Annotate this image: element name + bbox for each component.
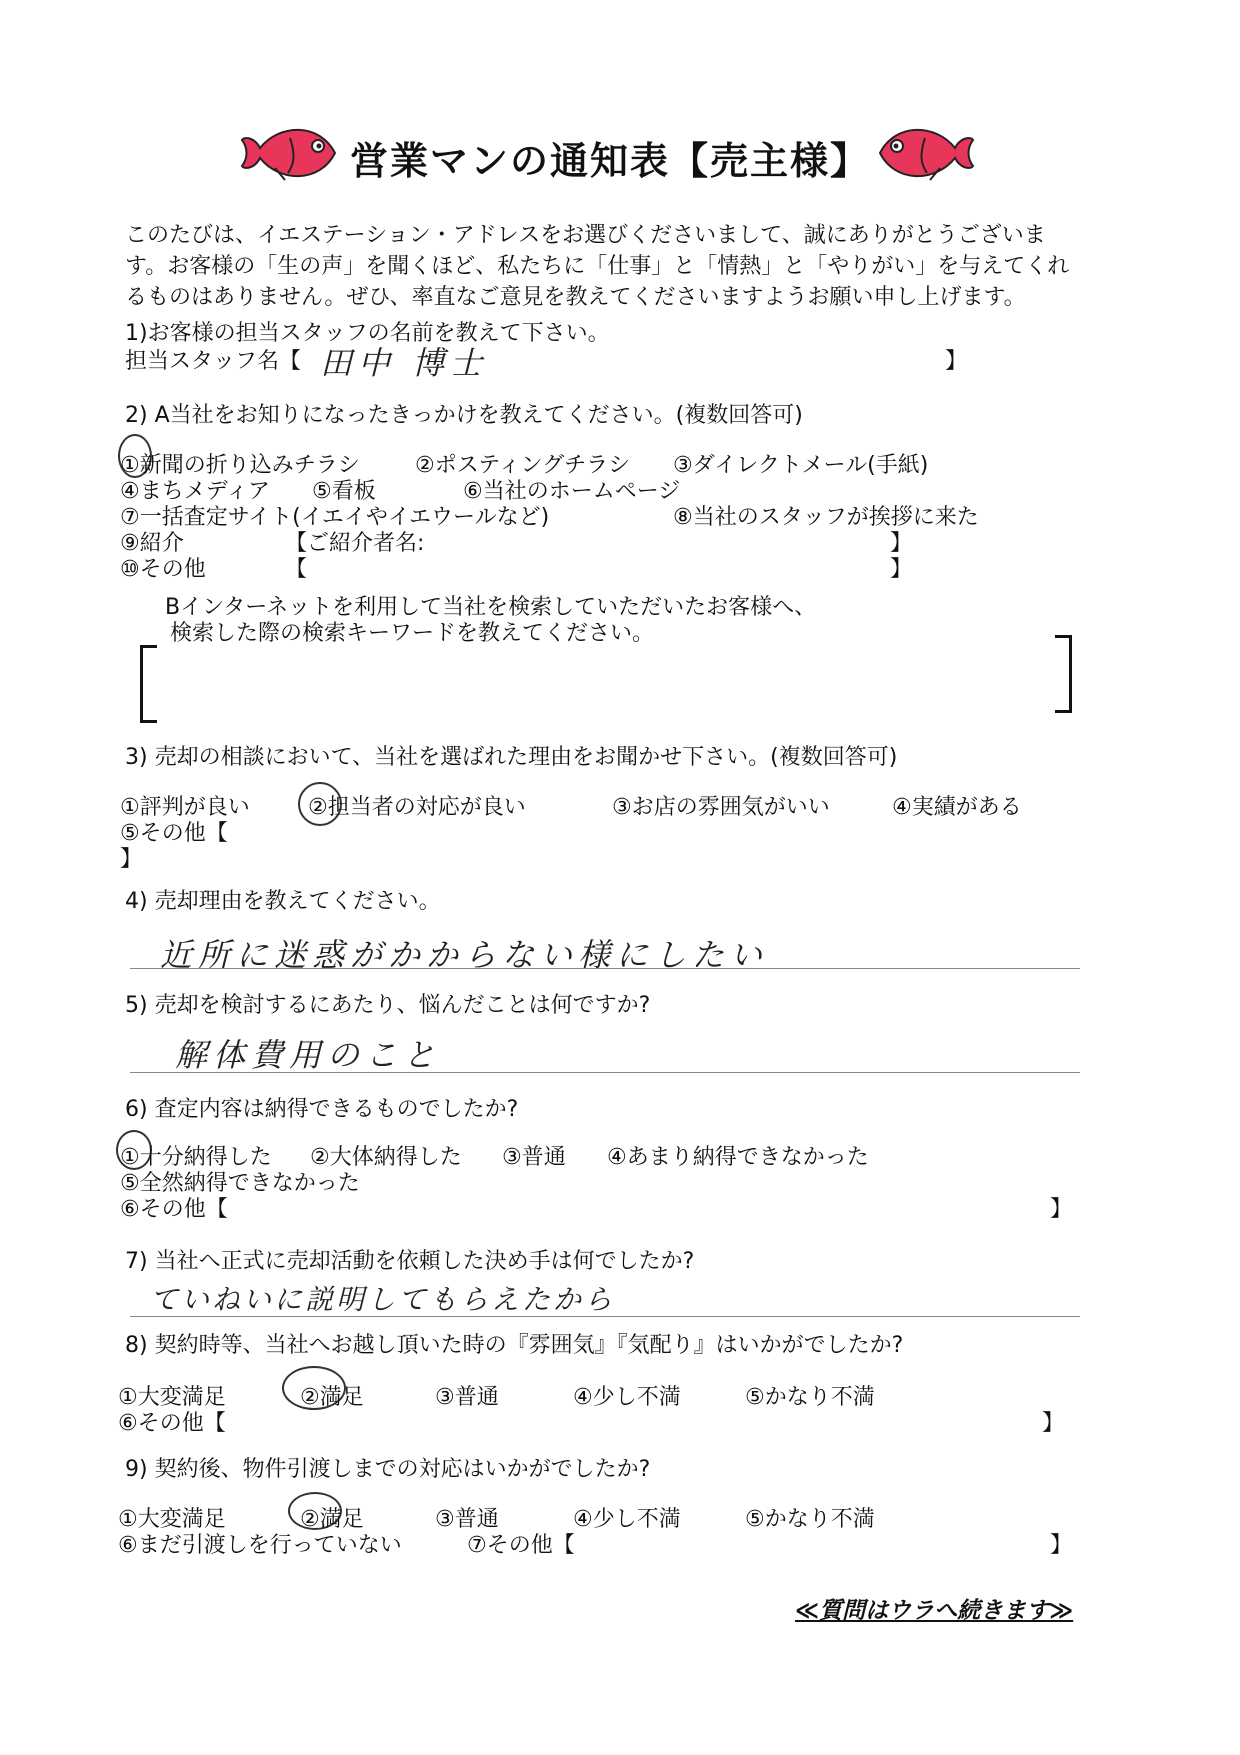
q9-option-6[interactable]: ⑥まだ引渡しを行っていない	[118, 1533, 402, 1558]
q9-option-2[interactable]: ②満足	[300, 1507, 364, 1532]
q3-option-1[interactable]: ①評判が良い	[120, 795, 250, 820]
q8-other-close: 】	[1042, 1411, 1065, 1436]
q8-option-2[interactable]: ②満足	[300, 1385, 364, 1410]
q1-close: 】	[945, 349, 968, 374]
q3-option-4[interactable]: ④実績がある	[892, 795, 1022, 820]
q3-option-5[interactable]: ⑤その他【	[120, 821, 228, 846]
q8-question: 8) 契約時等、当社へお越し頂いた時の『雰囲気』『気配り』はいかがでしたか?	[125, 1333, 904, 1358]
q2-b-line2: 検索した際の検索キーワードを教えてください。	[170, 621, 655, 646]
page-title: 営業マンの通知表【売主様】	[350, 139, 871, 183]
q1-question: 1)お客様の担当スタッフの名前を教えて下さい。	[125, 321, 610, 346]
q5-question: 5) 売却を検討するにあたり、悩んだことは何ですか?	[125, 993, 651, 1018]
q2-question: 2) A当社をお知りになったきっかけを教えてください。(複数回答可)	[125, 403, 803, 428]
q6-option-3[interactable]: ③普通	[502, 1145, 566, 1170]
q4-answer[interactable]: 近所に迷惑がかからない様にしたい	[160, 936, 769, 974]
q6-option-6[interactable]: ⑥その他【	[120, 1197, 228, 1222]
q5-answer[interactable]: 解体費用のこと	[175, 1036, 442, 1074]
q9-option-7[interactable]: ⑦その他【	[467, 1533, 575, 1558]
q2-option-4[interactable]: ④まちメディア	[120, 479, 270, 504]
answer-line	[130, 968, 1080, 969]
q2-referrer-label: 【ご紹介者名:	[285, 531, 425, 556]
q6-question: 6) 査定内容は納得できるものでしたか?	[125, 1097, 519, 1122]
answer-line	[130, 1316, 1080, 1317]
q1-label: 担当スタッフ名【	[125, 349, 302, 374]
q8-option-4[interactable]: ④少し不満	[573, 1385, 681, 1410]
q6-option-5[interactable]: ⑤全然納得できなかった	[120, 1171, 360, 1196]
keyword-box-right-bracket	[1055, 635, 1072, 713]
q7-question: 7) 当社へ正式に売却活動を依頼した決め手は何でしたか?	[125, 1249, 695, 1274]
q3-option-3[interactable]: ③お店の雰囲気がいい	[612, 795, 830, 820]
intro-text: このたびは、イエステーション・アドレスをお選びくださいまして、誠にありがとうございます。お客様の「生の声」を聞くほど、私たちに「仕事」と「情熱」と「やりがい」を与えてくれるものはありません。ぜひ、率直なご意見を教えてくださいますようお願い申し上げます。	[125, 223, 1070, 310]
q2-option-5[interactable]: ⑤看板	[312, 479, 376, 504]
q2-b-line1: Bインターネットを利用して当社を検索していただいたお客様へ、	[165, 595, 817, 620]
q2-referrer-close: 】	[890, 531, 913, 556]
q9-option-3[interactable]: ③普通	[435, 1507, 499, 1532]
q9-question: 9) 契約後、物件引渡しまでの対応はいかがでしたか?	[125, 1457, 651, 1482]
continued-note: ≪質問はウラへ続きます≫	[795, 1598, 1074, 1624]
q8-option-5[interactable]: ⑤かなり不満	[745, 1385, 875, 1410]
q2-other-close: 】	[890, 557, 913, 582]
q2-option-6[interactable]: ⑥当社のホームページ	[463, 479, 681, 504]
q2-other-open: 【	[285, 557, 308, 582]
fish-icon-right	[875, 118, 975, 188]
q3-option-2[interactable]: ②担当者の対応が良い	[308, 795, 526, 820]
fish-icon-left	[240, 118, 340, 188]
q9-option-5[interactable]: ⑤かなり不満	[745, 1507, 875, 1532]
answer-line	[130, 1072, 1080, 1073]
q9-option-4[interactable]: ④少し不満	[573, 1507, 681, 1532]
q4-question: 4) 売却理由を教えてください。	[125, 889, 441, 914]
q1-answer[interactable]: 田中 博士	[320, 344, 489, 382]
q6-option-4[interactable]: ④あまり納得できなかった	[607, 1145, 869, 1170]
q2-option-9[interactable]: ⑨紹介	[120, 531, 184, 556]
q6-option-2[interactable]: ②大体納得した	[310, 1145, 462, 1170]
q7-answer[interactable]: ていねいに説明してもらえたから	[150, 1283, 616, 1316]
q3-other-close: 】	[120, 847, 143, 872]
q8-option-6[interactable]: ⑥その他【	[118, 1411, 226, 1436]
q6-other-close: 】	[1050, 1197, 1073, 1222]
q9-option-1[interactable]: ①大変満足	[118, 1507, 226, 1532]
q2-option-1[interactable]: ①新聞の折り込みチラシ	[120, 453, 360, 478]
q2-option-10[interactable]: ⑩その他	[120, 557, 206, 582]
q2-option-8[interactable]: ⑧当社のスタッフが挨拶に来た	[673, 505, 979, 530]
q2-option-2[interactable]: ②ポスティングチラシ	[415, 453, 631, 478]
keyword-box-left-bracket	[140, 645, 157, 723]
q2-option-3[interactable]: ③ダイレクトメール(手紙)	[673, 453, 929, 478]
q8-option-3[interactable]: ③普通	[435, 1385, 499, 1410]
q8-option-1[interactable]: ①大変満足	[118, 1385, 226, 1410]
q9-other-close: 】	[1050, 1533, 1073, 1558]
q2-option-7[interactable]: ⑦一括査定サイト(イエイやイエウールなど)	[120, 505, 550, 530]
q6-option-1[interactable]: ①十分納得した	[120, 1145, 272, 1170]
q3-question: 3) 売却の相談において、当社を選ばれた理由をお聞かせ下さい。(複数回答可)	[125, 745, 898, 770]
